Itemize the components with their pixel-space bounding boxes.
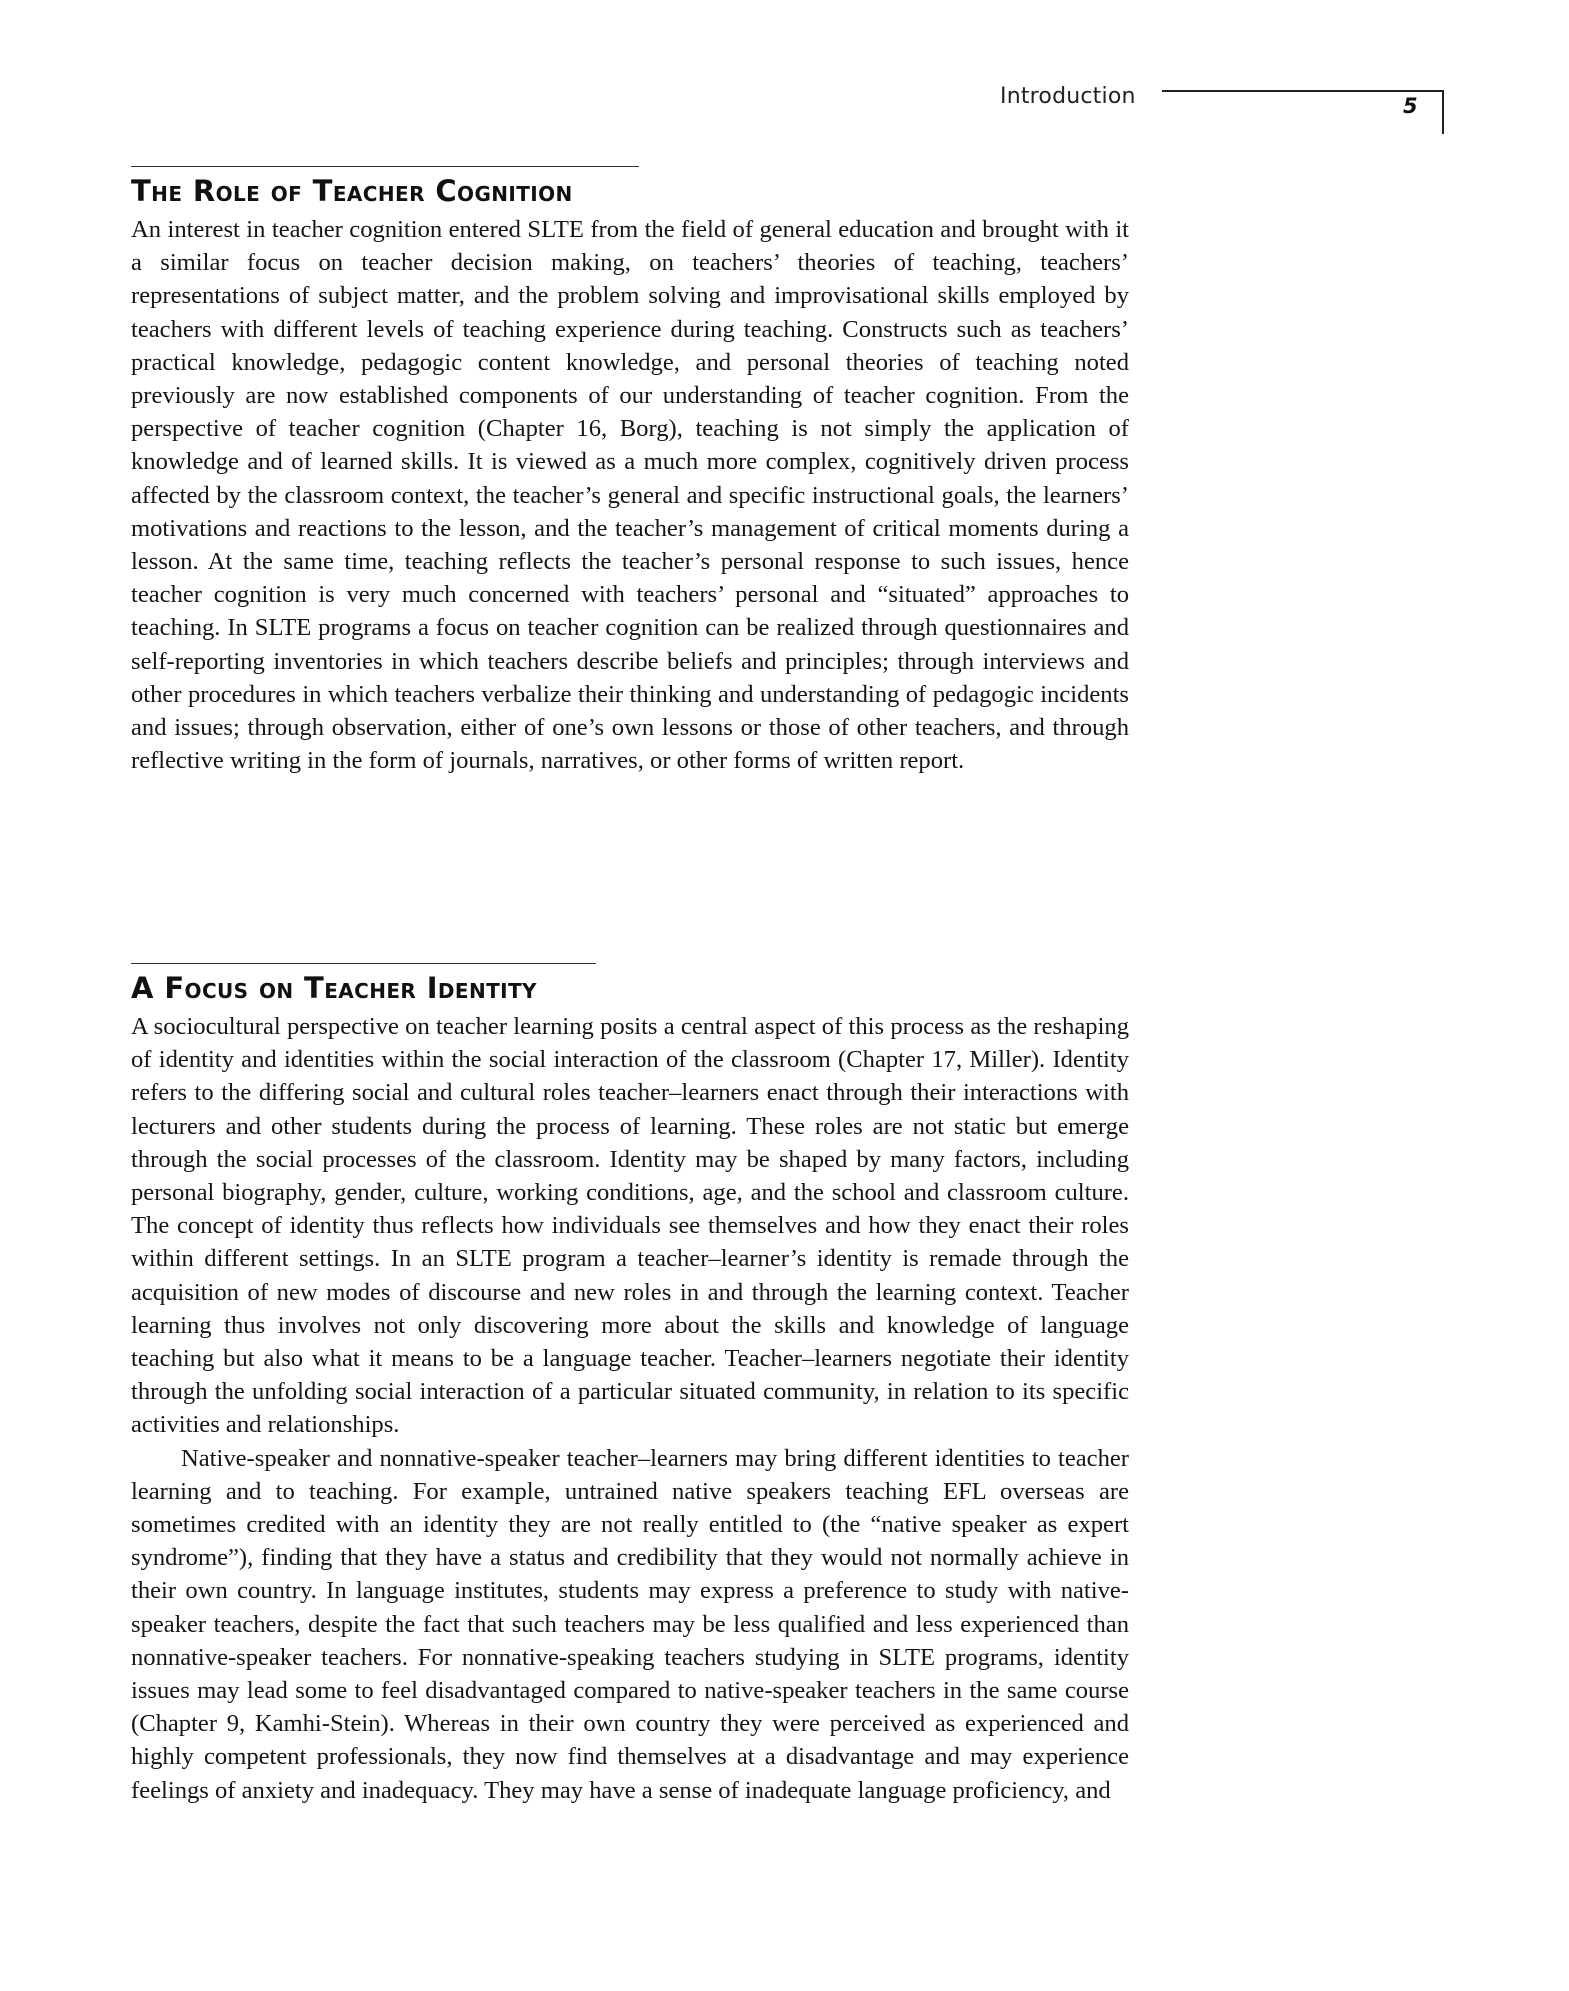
running-title: Introduction xyxy=(1000,84,1136,109)
header-vertical-rule xyxy=(1442,90,1444,134)
section-teacher-cognition xyxy=(131,166,1129,777)
body-paragraph: Native-speaker and nonnative-speaker teacher–learners may bring different identities to teacher learning and to teaching. For example, untrained native speakers teaching EFL overseas are sometimes credited with an identity they are not really entitled to (the “native speaker as expert syndrome”), finding that they have a status and credibility that they would not normally achieve in their own country. In language institutes, students may express a preference to study with native-speaker teachers, despite the fact that such teachers may be less qualified and less experienced than nonnative-speaker teachers. For nonnative-speaking teachers studying in SLTE programs, identity issues may lead some to feel disadvantaged compared to native-speaker teachers in the same course (Chapter 9, Kamhi-Stein). Whereas in their own country they were perceived as experienced and highly competent professionals, they now find themselves at a disadvantage and may experience feelings of anxiety and inadequacy. They may have a sense of inadequate language proficiency, and xyxy=(131,1444,1129,1804)
section-teacher-identity xyxy=(131,963,1129,1807)
header-rule xyxy=(1162,90,1443,92)
section-title: The Role of Teacher Cognition xyxy=(131,174,573,208)
section-rule xyxy=(131,963,596,964)
body-paragraph: An interest in teacher cognition entered SLTE from the field of general education and brought with it a similar focus on teacher decision making, on teachers’ theories of teaching, teachers’ representations of subject matter, and the problem solving and improvisational skills employed by teachers with different levels of teaching experience during teaching. Constructs such as teachers’ practical knowledge, pedagogic content knowledge, and personal theories of teaching noted previously are now established components of our understanding of teacher cognition. From the perspective of teacher cognition (Chapter 16, Borg), teaching is not simply the application of knowledge and of learned skills. It is viewed as a much more complex, cognitively driven process affected by the classroom context, the teacher’s general and specific instructional goals, the learners’ motivations and reactions to the lesson, and the teacher’s management of critical moments during a lesson. At the same time, teaching reflects the teacher’s personal response to such issues, hence teacher cognition is very much concerned with teachers’ personal and “situated” approaches to teaching. In SLTE programs a focus on teacher cognition can be realized through questionnaires and self-reporting inventories in which teachers describe beliefs and principles; through interviews and other procedures in which teachers verbalize their thinking and understanding of pedagogic incidents and issues; through observation, either of one’s own lessons or those of other teachers, and through reflective writing in the form of journals, narratives, or other forms of written report. xyxy=(131,216,1129,775)
body-paragraph: A sociocultural perspective on teacher learning posits a central aspect of this process as the reshaping of identity and identities within the social interaction of the classroom (Chapter 17, Miller). Identity refers to the differing social and cultural roles teacher–learners enact through their interactions with lecturers and other students during the process of learning. These roles are not static but emerge through the social processes of the classroom. Identity may be shaped by many factors, including personal biography, gender, culture, working conditions, age, and the school and classroom culture. The concept of identity thus reflects how individuals see themselves and how they enact their roles within different settings. In an SLTE program a teacher–learner’s identity is remade through the acquisition of new modes of discourse and new roles in and through the learning context. Teacher learning thus involves not only discovering more about the skills and knowledge of language teaching but also what it means to be a language teacher. Teacher–learners negotiate their identity through the unfolding social interaction of a particular situated community, in relation to its specific activities and relationships. xyxy=(131,1013,1129,1439)
section-rule xyxy=(131,166,639,167)
section-title: A Focus on Teacher Identity xyxy=(131,971,537,1005)
page-number: 5 xyxy=(1403,94,1418,118)
